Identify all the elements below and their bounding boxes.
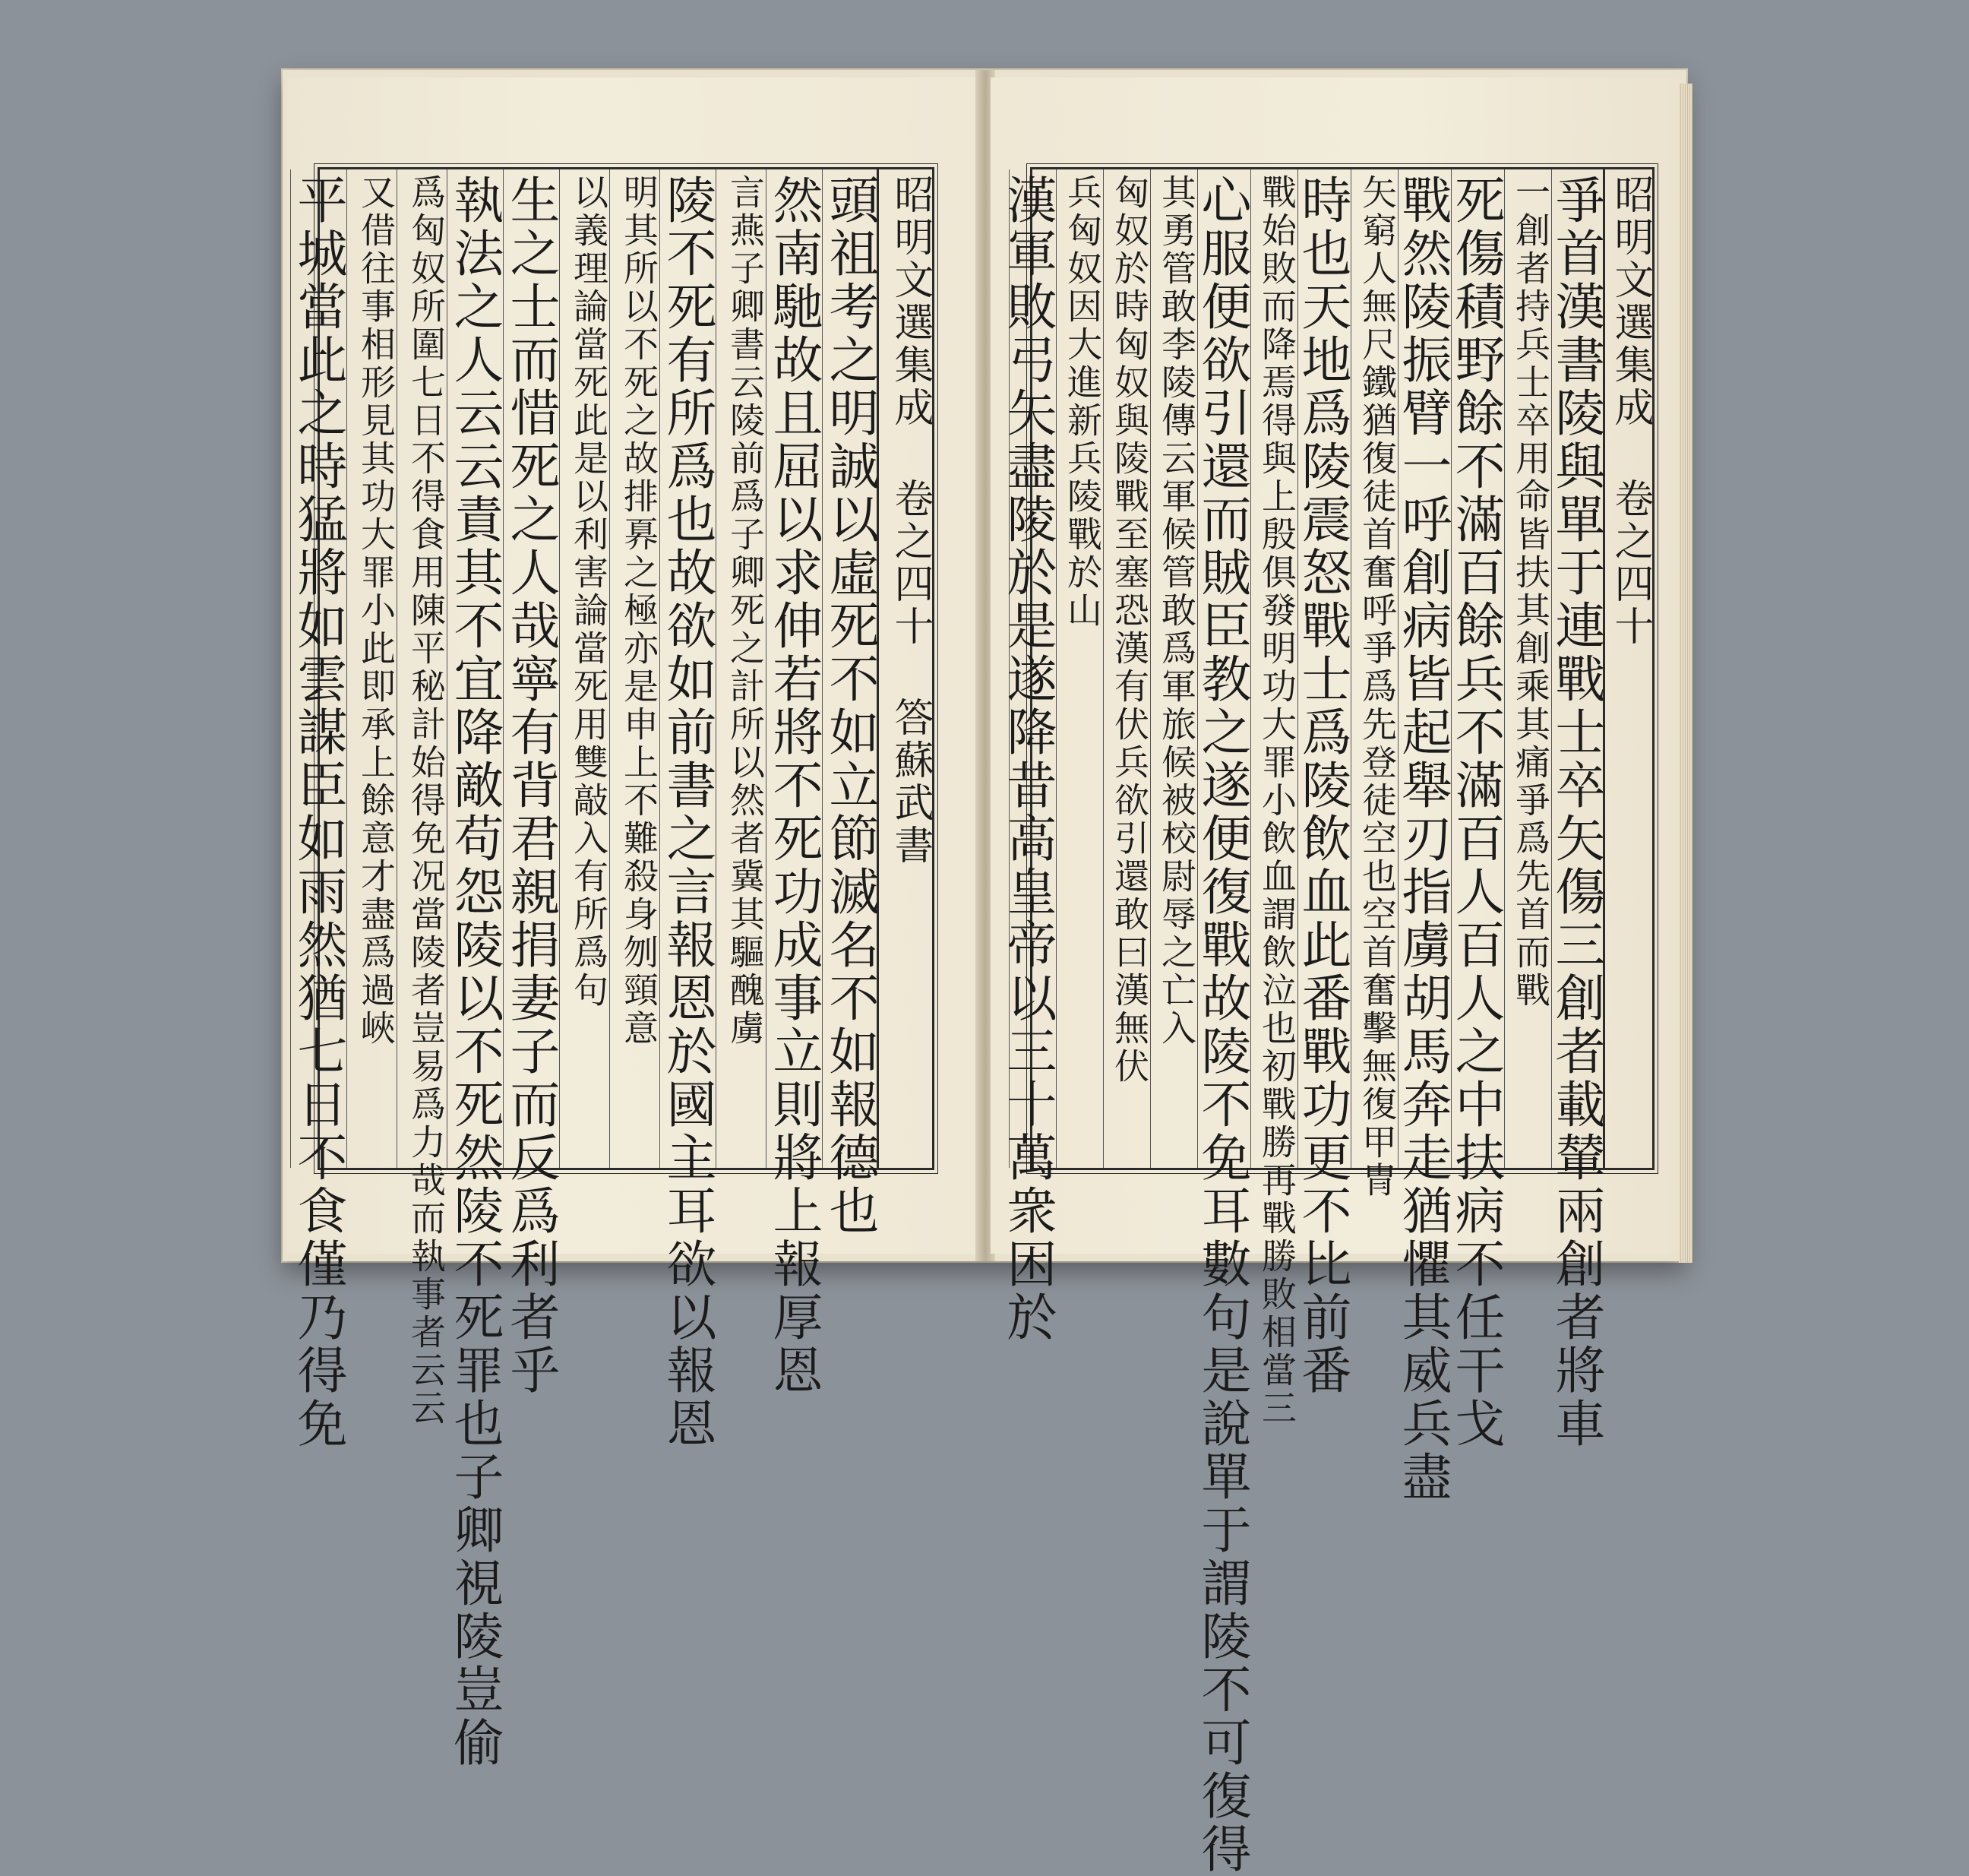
text-column: 時也天地爲陵震怒戰士爲陵飲血此番戰功更不比前番 [1297,169,1351,1168]
text-column: 生之士而惜死之人哉寧有背君親捐妻子而反爲利者乎 [503,169,560,1168]
text-column: 頭祖考之明誠以虛死不如立節滅名不如報德也 [822,169,879,1168]
margin-title [877,169,932,1168]
right-page-frame [998,167,1655,1876]
page-edges [1679,84,1692,1263]
section-label: 答蘇武書 [887,697,933,867]
text-column: 以義理論當死此是以利害論當死用雙敲入有所爲句 [559,169,610,1168]
text-column: 爭首漢書陵與單于連戰士卒矢傷三創者載輦兩創者將車 [1551,169,1605,1168]
text-column: 漢軍敗弓矢盡陵於是遂降昔高皇帝以三十萬衆困於 [1009,169,1057,1168]
text-column: 陵不死有所爲也故欲如前書之言報恩於國主耳欲以報恩 [659,169,716,1168]
text-column: 死傷積野餘不滿百餘兵不滿百人百人之中扶病不任干戈 [1451,169,1505,1168]
text-column: 然南馳故且屈以求伸若將不死功成事立則將上報厚恩 [766,169,823,1168]
text-column: 其勇管敢李陵傳云軍候管敢爲軍旅候被校尉辱之亡入 [1150,169,1198,1168]
margin-title [1603,169,1652,1168]
left-page-frame [289,167,934,1770]
text-column: 矢窮人無尺鐵猶復徒首奮呼爭爲先登徒空也空首奮擊無復甲冑 [1351,169,1399,1168]
right-page [991,78,1682,1876]
book-title: 昭明文選集成 [1607,174,1653,429]
text-column: 兵匈奴因大進新兵陵戰於山 [1056,169,1104,1168]
text-column: 爲匈奴所圍七日不得食用陳平秘計始得免况當陵者豈易爲力哉而執事者云云 [397,169,447,1168]
text-column: 明其所以不死之故排奡之極亦是申上不難殺身刎頸意 [609,169,660,1168]
chapter-label: 卷之四十 [1607,478,1653,648]
text-column: 戰始敗而降焉得與上殷俱發明功大罪小飲血謂飲泣也初戰勝再戰勝敗相當三 [1250,169,1298,1168]
text-column: 一創者持兵士卒用命皆扶其創乘其痛爭爲先首而戰 [1504,169,1552,1168]
text-column: 執法之人云云責其不宜降敵苟怨陵以不死然陵不死罪也子卿視陵豈偷 [447,169,504,1168]
text-column: 匈奴於時匈奴與陵戰至塞恐漢有伏兵欲引還敢曰漢無伏 [1103,169,1151,1168]
book-title: 昭明文選集成 [887,174,933,429]
text-column: 平城當此之時猛將如雲謀臣如雨然猶七日不食僅乃得免 [290,169,347,1168]
chapter-label: 卷之四十 [887,478,933,648]
text-column: 言燕子卿書云陵前爲子卿死之計所以然者冀其驅醜虜 [716,169,766,1168]
open-book [283,70,1686,1876]
text-column: 心服便欲引還而賊臣教之遂便復戰故陵不免耳數句是說單于謂陵不可復得 [1197,169,1251,1168]
text-column: 又借往事相形見其功大罪小此即承上餘意才盡爲過峽 [346,169,397,1168]
left-page [287,78,978,1770]
text-column: 戰然陵振臂一呼創病皆起舉刃指虜胡馬奔走猶懼其威兵盡 [1398,169,1452,1168]
